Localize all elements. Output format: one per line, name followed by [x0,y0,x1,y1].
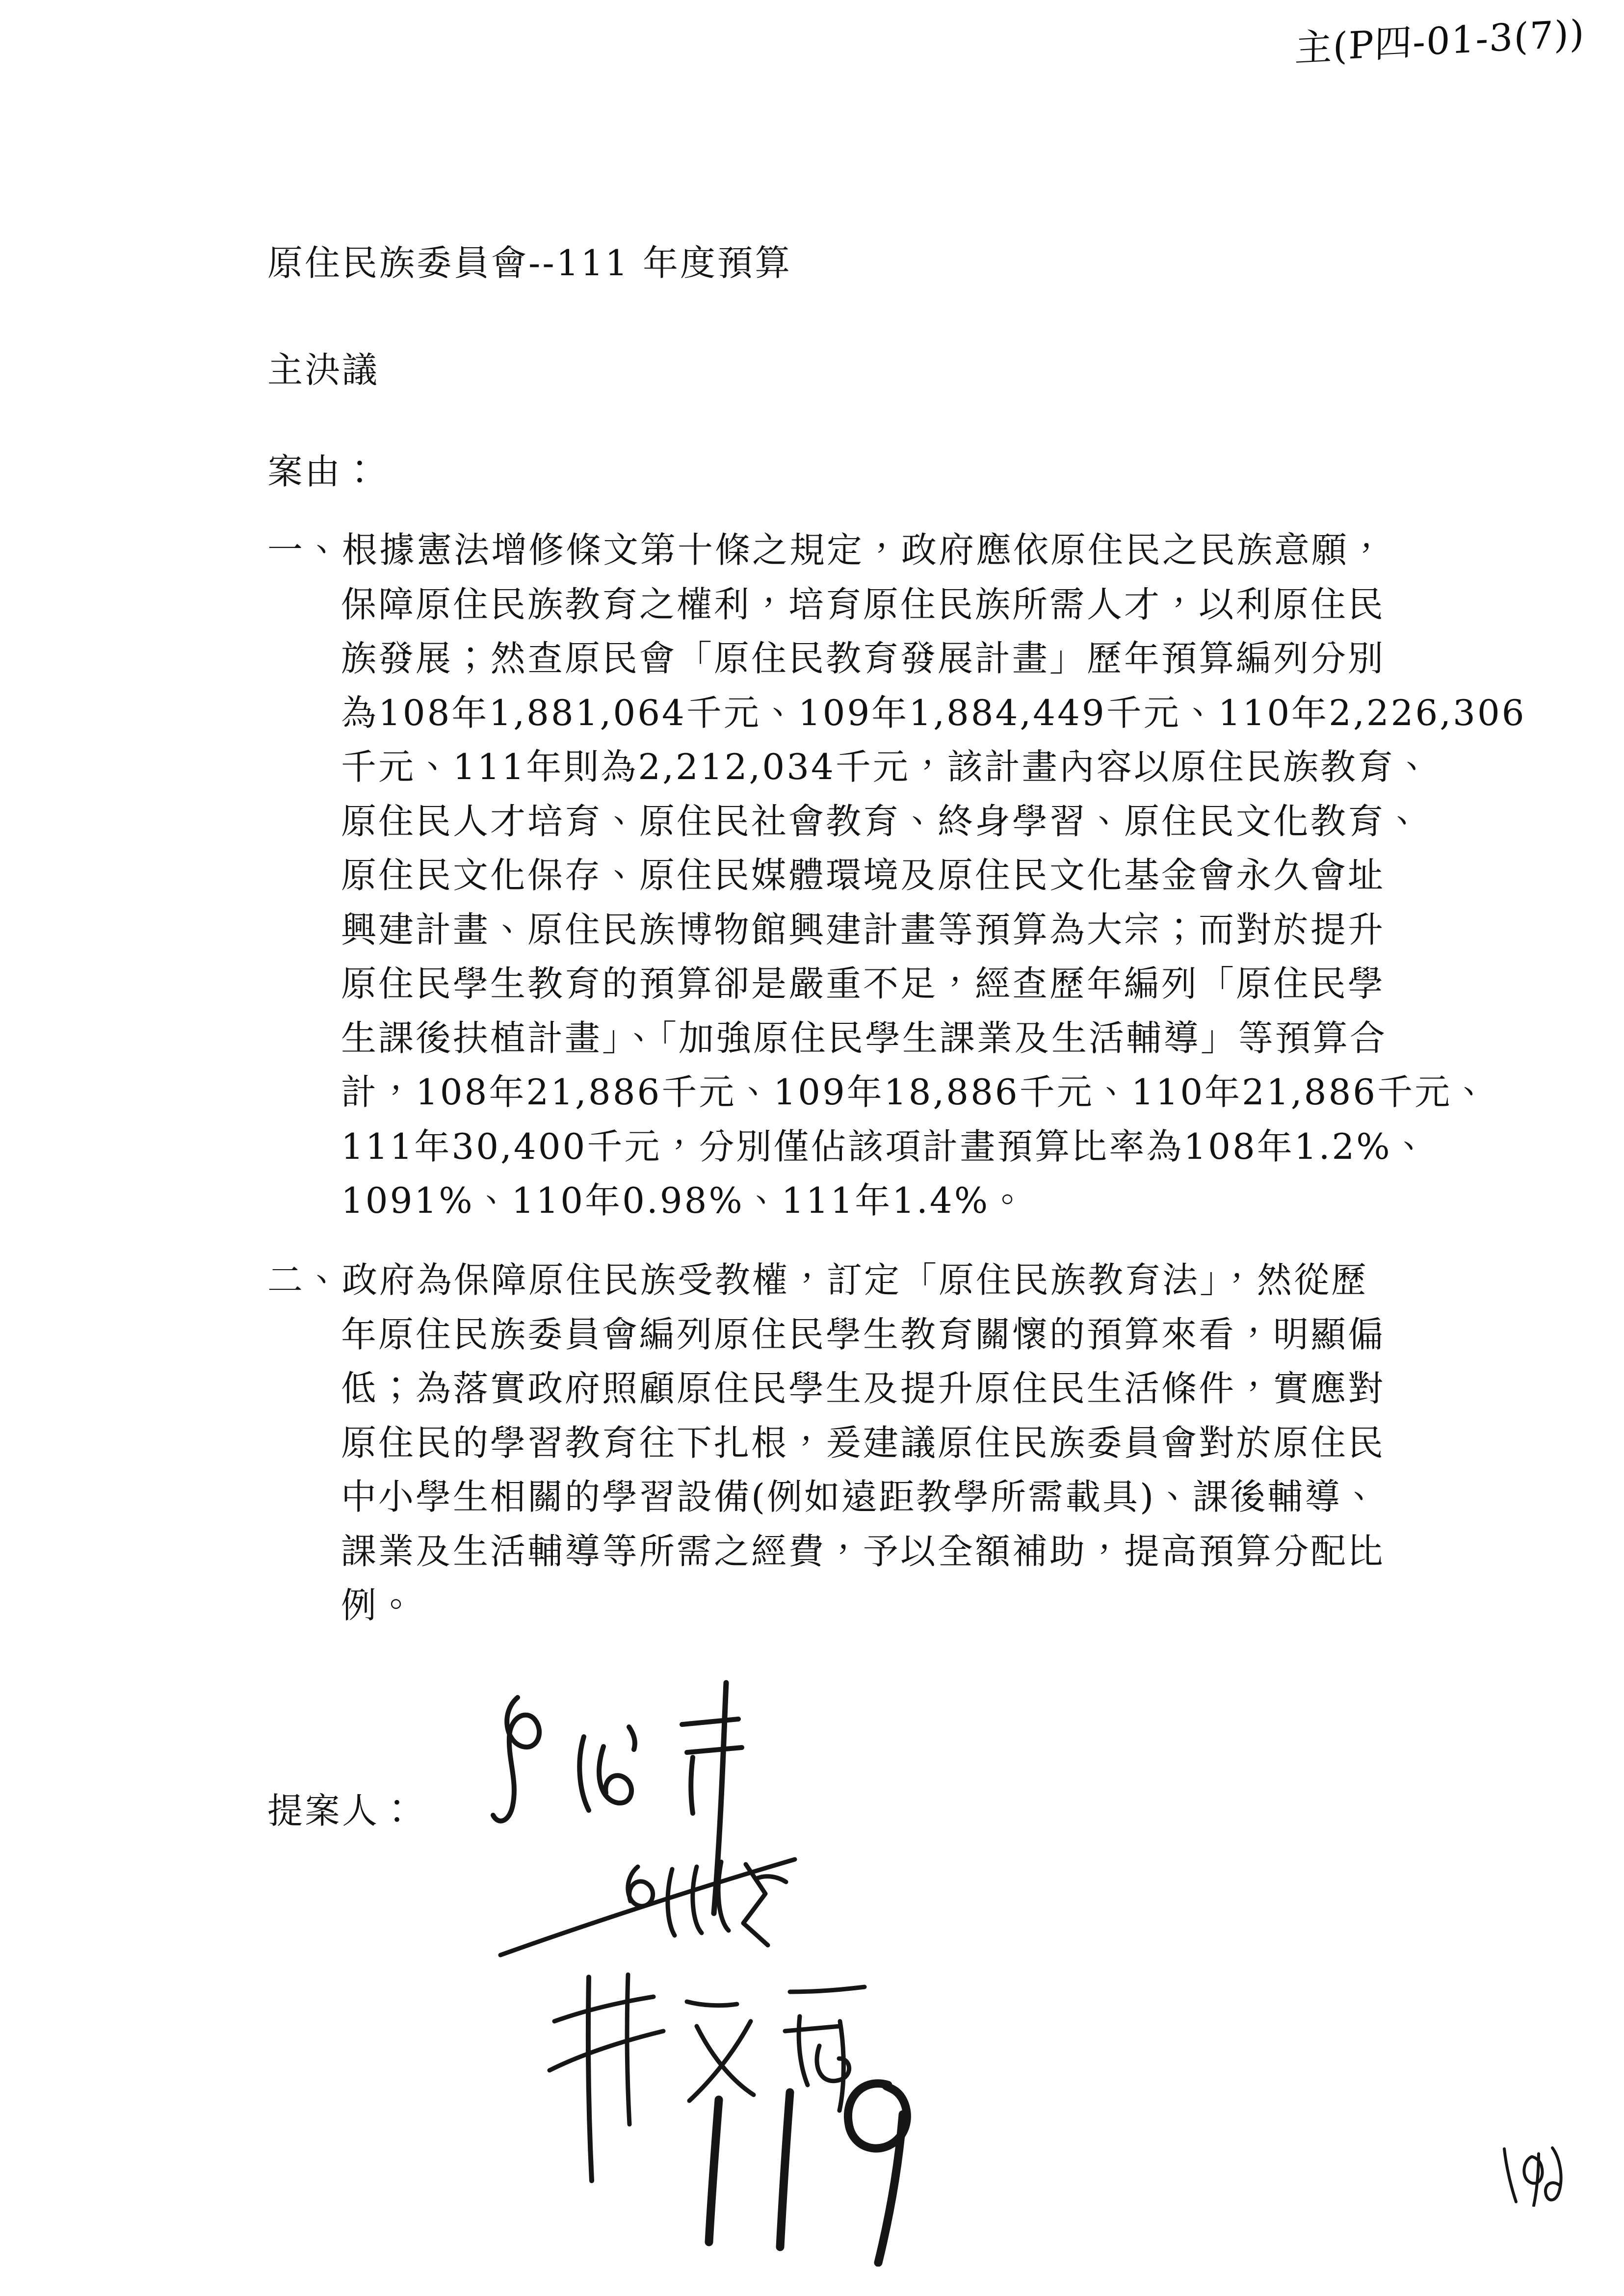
paragraph-1-line: 保障原住民族教育之權利，培育原住民族所需人才，以利原住民 [341,583,1386,625]
paragraph-1-line: 族發展；然查原民會「原住民教育發展計畫」歷年預算編列分別 [341,638,1386,679]
number-119-icon [697,2070,927,2267]
paragraph-1-line: 興建計畫、原住民族博物館興建計畫等預算為大宗；而對於提升 [341,909,1386,950]
paragraph-1-line: 111年30,400千元，分別僅佔該項計畫預算比率為108年1.2%、 [341,1125,1429,1167]
resolution-heading: 主決議 [267,349,380,391]
corner-page-number-handwriting [1493,2143,1572,2207]
paragraph-2-line: 年原住民族委員會編列原住民學生教育關懷的預算來看，明顯偏 [341,1313,1386,1355]
paragraph-1-line: 1091%、110年0.98%、111年1.4%。 [341,1180,1027,1221]
number-148-icon [1493,2143,1572,2207]
proposer-label: 提案人： [267,1790,417,1831]
paragraph-2-line: 中小學生相關的學習設備(例如遠距教學所需載具)、課後輔導、 [341,1476,1380,1517]
paragraph-1-line: 計，108年21,886千元、109年18,886千元、110年21,886千元、 [341,1071,1490,1113]
paragraph-2-line: 二、政府為保障原住民族受教權，訂定「原住民族教育法」，然從歷 [267,1259,1369,1301]
paragraph-2-line: 例。 [341,1585,416,1626]
paragraph-2-line: 課業及生活輔導等所需之經費，予以全額補助，提高預算分配比 [341,1530,1386,1572]
paragraph-1-line: 原住民文化保存、原住民媒體環境及原住民文化基金會永久會址 [341,855,1386,896]
document-title: 原住民族委員會--111 年度預算 [267,242,792,284]
large-page-number-handwriting [697,2070,927,2267]
signature-2-handwriting-icon [491,1850,805,1962]
paragraph-1-line: 一、根據憲法增修條文第十條之規定，政府應依原住民之民族意願， [267,529,1387,571]
paragraph-1-line: 生課後扶植計畫」、「加強原住民學生課業及生活輔導」等預算合 [341,1017,1388,1059]
paragraph-1-line: 原住民學生教育的預算卻是嚴重不足，經查歷年編列「原住民學 [341,963,1386,1004]
case-label: 案由： [267,451,380,492]
handwritten-filing-annotation: 主(P四-01-3(7)) [1294,11,1586,71]
paragraph-1-line: 千元、111年則為2,212,034千元，該計畫內容以原住民族教育、 [341,746,1432,787]
paragraph-1-line: 原住民人才培育、原住民社會教育、終身學習、原住民文化教育、 [341,800,1423,842]
paragraph-1 [267,523,1526,1228]
paragraph-2 [267,1253,1385,1633]
paragraph-2-line: 原住民的學習教育往下扎根，爰建議原住民族委員會對於原住民 [341,1422,1386,1463]
proposer-signature-2 [491,1850,805,1962]
paragraph-2-line: 低；為落實政府照顧原住民學生及提升原住民生活條件，實應對 [341,1368,1386,1409]
paragraph-1-line: 為108年1,881,064千元、109年1,884,449千元、110年2,226,306 [341,692,1526,733]
